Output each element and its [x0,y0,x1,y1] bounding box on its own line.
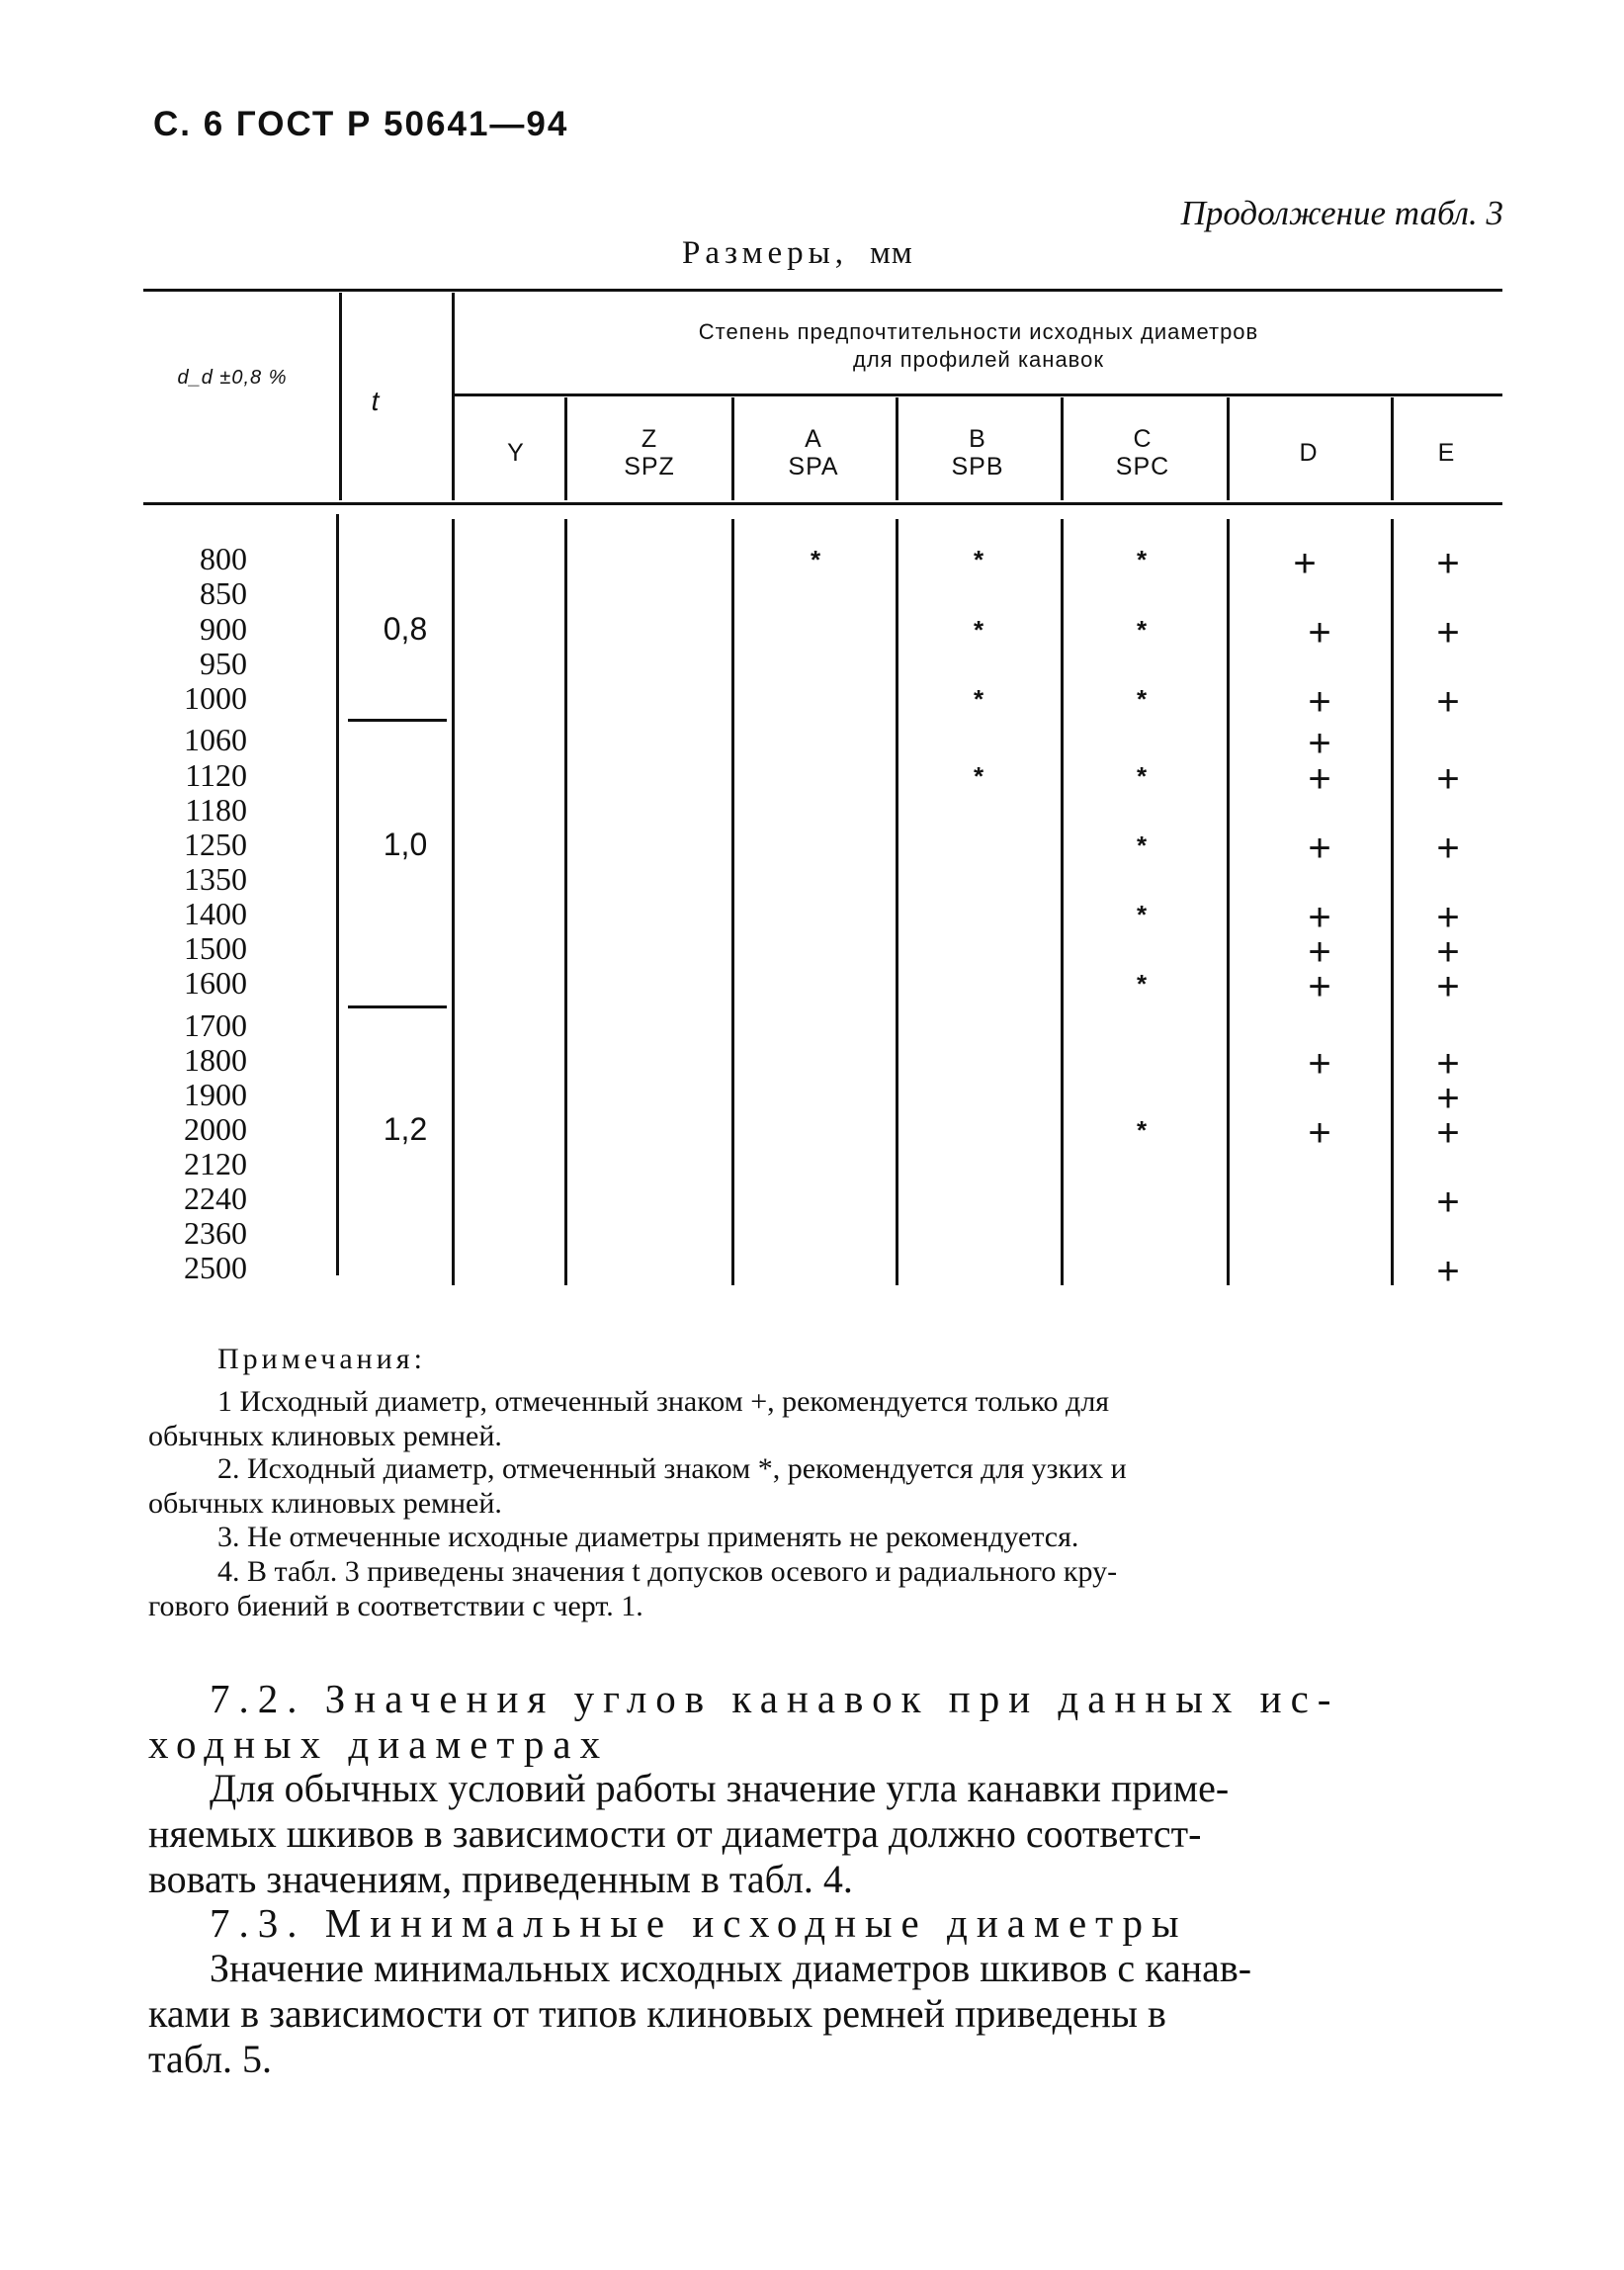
section-7-2-title-line1: 7.2. Значения углов канавок при данных ис- [210,1676,1340,1721]
t-value-cell: 1,2 [383,1111,428,1147]
diameter-cell: 1500 [184,930,247,966]
plus-mark: + [1436,1111,1460,1155]
section-7-3-line1: Значение минимальных исходных диаметров шкивов с канав- [210,1946,1252,1990]
col-header-c-label1: C [1133,425,1153,453]
note-1-line1: 1 Исходный диаметр, отмеченный знаком +, рекомендуется только для [217,1385,1110,1418]
t-value-cell: 0,8 [383,611,428,647]
diameter-cell: 2360 [184,1215,247,1251]
plus-mark: + [1436,542,1460,585]
notes-title: Примечания: [217,1343,426,1375]
col-rule-dd [339,293,342,500]
section-7-3-line2: ками в зависимости от типов клиновых ремней приведены в [148,1991,1166,2036]
star-mark: * [1136,761,1148,791]
section-7-2-paragraph [148,1766,1502,1902]
note-2-line1: 2. Исходный диаметр, отмеченный знаком *, рекомендуется для узких и [217,1452,1127,1485]
diameter-cell: 1250 [184,827,247,862]
plus-mark: + [1436,827,1460,870]
note-4 [148,1554,1502,1623]
col-header-z-label2: SPZ [624,453,675,480]
plus-mark: + [1308,611,1331,655]
diameter-cell: 1700 [184,1007,247,1043]
body-rule-b [1061,519,1064,1285]
units-label: Размеры, [682,235,849,271]
col-header-z-label1: Z [641,425,658,453]
plus-mark: + [1308,827,1331,870]
col-header-b [896,425,1060,480]
table-continuation-label: Продолжение табл. 3 [1180,194,1503,232]
section-7-3-paragraph [148,1946,1502,2082]
group-header-rule [455,393,1502,396]
star-mark: * [1136,969,1148,999]
diameter-cell: 1900 [184,1077,247,1112]
plus-mark: + [1308,930,1331,974]
body-rule-d [1391,519,1394,1285]
note-3-line1: 3. Не отмеченные исходные диаметры применять не рекомендуется. [217,1521,1079,1553]
col-header-c-label2: SPC [1115,453,1170,480]
col-header-z [567,425,731,480]
section-7-3-title: 7.3. Минимальные исходные диаметры [210,1900,1188,1946]
table-top-rule [143,289,1502,292]
header-bottom-rule [143,502,1502,505]
diameter-cell: 1060 [184,722,247,757]
t-group-rule-2 [348,1005,447,1008]
col-header-e-label: E [1437,439,1456,467]
col-header-d [1227,439,1391,467]
col-header-a [731,425,896,480]
star-mark: * [1136,545,1148,574]
diameter-cell: 1800 [184,1042,247,1078]
diameter-cell: 1600 [184,965,247,1001]
star-mark: * [810,545,821,574]
t-group-rule-1 [348,719,447,722]
section-7-2-title [148,1676,1504,1767]
plus-mark: + [1308,680,1331,724]
section-7-3-line3: табл. 5. [148,2037,273,2081]
plus-mark: + [1436,965,1460,1008]
diameter-cell: 1180 [185,792,247,828]
diameter-cell: 2120 [184,1146,247,1181]
col-header-y [467,439,565,467]
plus-mark: + [1293,542,1317,585]
col-header-y-label: Y [507,439,525,467]
star-mark: * [1136,684,1148,714]
plus-mark: + [1436,757,1460,801]
units-caption [682,235,913,272]
body-rule-a [896,519,898,1285]
diameter-cell: 950 [200,646,247,681]
diameter-cell: 2500 [184,1250,247,1285]
group-header [455,318,1502,374]
col-header-b-label1: B [969,425,986,453]
diameter-cell: 2000 [184,1111,247,1147]
group-header-line2: для профилей канавок [853,347,1104,372]
plus-mark: + [1308,965,1331,1008]
diameter-cell: 1000 [184,680,247,716]
plus-mark: + [1436,1077,1460,1120]
note-2-line2: обычных клиновых ремней. [148,1487,502,1520]
diameter-cell: 1400 [184,896,247,931]
body-rule-c [1227,519,1230,1285]
section-7-2-title-line2: ходных диаметрах [148,1721,610,1767]
star-mark: * [973,684,984,714]
section-7-2-line1: Для обычных условий работы значение угла канавки приме- [210,1766,1230,1810]
diameter-cell: 800 [200,541,247,576]
plus-mark: + [1308,722,1331,765]
section-7-2-line3: вовать значениям, приведенным в табл. 4. [148,1857,853,1901]
plus-mark: + [1436,1042,1460,1086]
col-header-a-label1: A [805,425,822,453]
plus-mark: + [1436,1180,1460,1224]
diameter-cell: 1120 [185,757,247,793]
plus-mark: + [1436,611,1460,655]
star-mark: * [1136,900,1148,929]
star-mark: * [1136,830,1148,860]
note-1 [148,1384,1502,1453]
units-value: мм [870,235,913,271]
plus-mark: + [1308,896,1331,939]
diameter-cell: 2240 [184,1180,247,1216]
note-4-line2: гового биений в соответствии с черт. 1. [148,1590,643,1622]
note-3 [148,1520,1502,1554]
note-4-line1: 4. В табл. 3 приведены значения t допусков осевого и радиального кру- [217,1555,1118,1588]
col-header-dd: d_d ±0,8 % [177,367,288,389]
star-mark: * [1136,1115,1148,1145]
col-header-b-label2: SPB [951,453,1004,480]
star-mark: * [973,761,984,791]
star-mark: * [1136,615,1148,645]
col-header-e [1391,439,1502,467]
col-header-d-label: D [1299,439,1319,467]
diameter-cell: 1350 [184,861,247,897]
diameter-cell: 900 [200,611,247,647]
plus-mark: + [1308,1111,1331,1155]
col-header-c [1061,425,1225,480]
plus-mark: + [1436,1250,1460,1293]
body-rule-y [564,519,567,1285]
star-mark: * [973,545,984,574]
body-rule-dd [336,514,339,1275]
note-2 [148,1451,1502,1521]
page-header: С. 6 ГОСТ Р 50641—94 [153,105,569,143]
plus-mark: + [1436,680,1460,724]
plus-mark: + [1308,1042,1331,1086]
col-header-t: t [371,386,381,416]
star-mark: * [973,615,984,645]
plus-mark: + [1308,757,1331,801]
note-1-line2: обычных клиновых ремней. [148,1420,502,1452]
plus-mark: + [1436,930,1460,974]
section-7-2-line2: няемых шкивов в зависимости от диаметра должно соответст- [148,1811,1202,1856]
t-value-cell: 1,0 [383,827,428,862]
diameter-cell: 850 [200,575,247,611]
col-header-a-label2: SPA [788,453,839,480]
plus-mark: + [1436,896,1460,939]
group-header-line1: Степень предпочтительности исходных диаметров [698,319,1259,344]
body-rule-z [731,519,734,1285]
